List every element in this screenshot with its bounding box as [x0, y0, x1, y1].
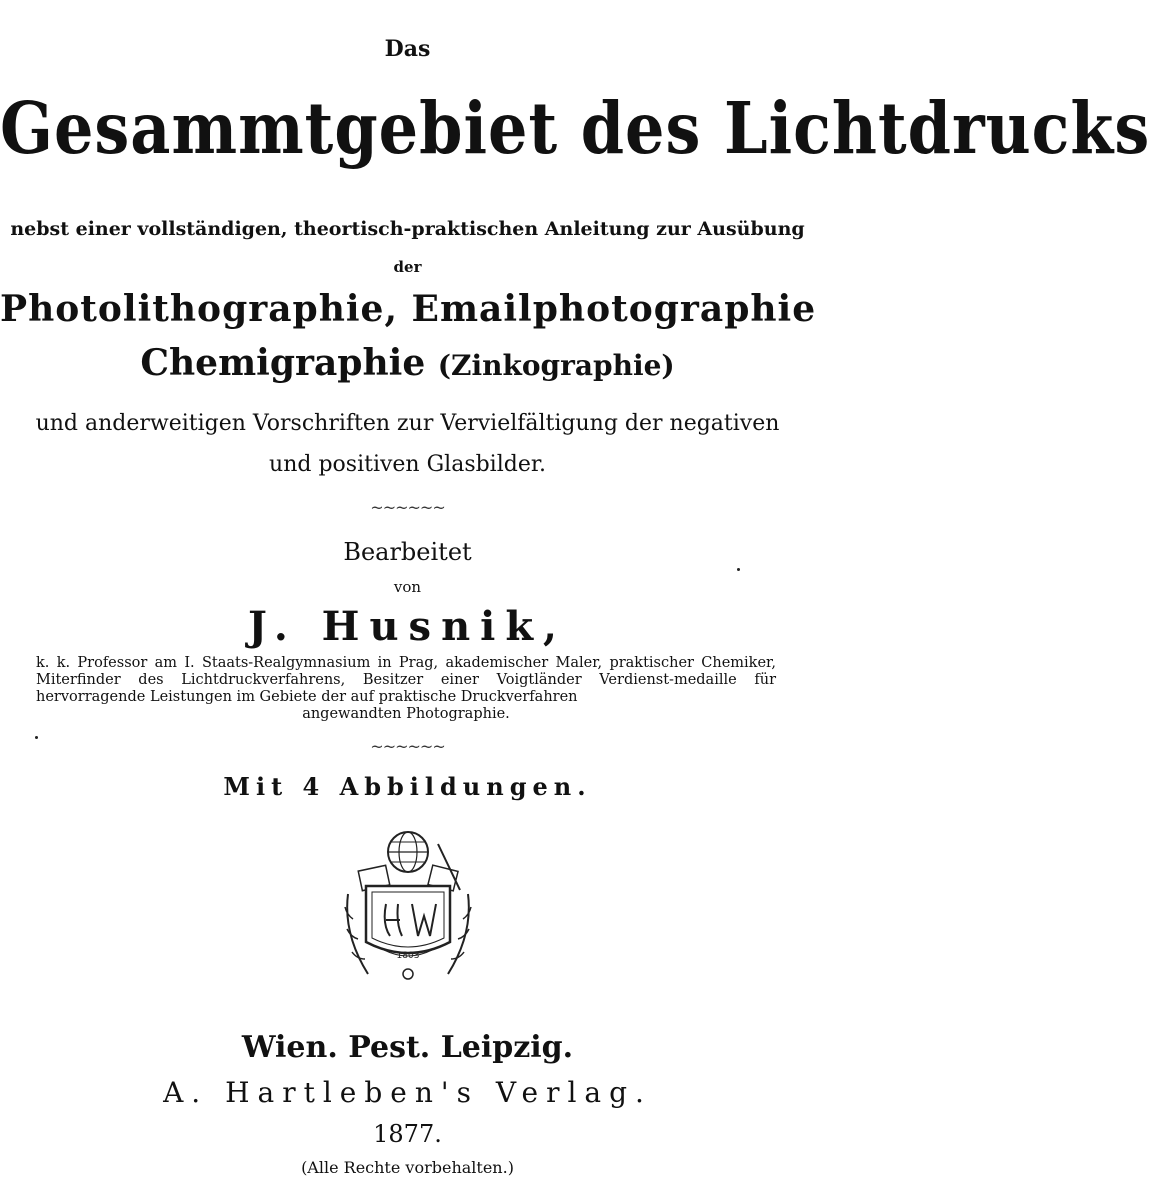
title-line-3-main: Chemigraphie — [140, 342, 426, 384]
by-label: von — [393, 578, 422, 596]
rights-notice: (Alle Rechte vorbehalten.) — [301, 1158, 514, 1177]
main-title: Gesammtgebiet des Lichtdrucks — [0, 86, 1150, 171]
description-line-1: und anderweitigen Vorschriften zur Vervielfältigung der negativen — [35, 411, 780, 436]
ornament-divider-2: ~~~~~~ — [370, 737, 445, 756]
print-speck — [35, 736, 38, 739]
author-name: J. Husnik, — [248, 603, 567, 650]
title-article: Das — [384, 36, 431, 62]
title-line-3-paren: (Zinkographie) — [437, 349, 675, 382]
credentials-end: angewandten Photographie. — [302, 706, 510, 722]
description-line-2: und positiven Glasbilder. — [269, 452, 546, 477]
publisher-emblem-icon — [338, 824, 478, 994]
subtitle-der: der — [393, 258, 422, 276]
credentials-text: k. k. Professor am I. Staats-Realgymnasium in Prag, akademischer Maler, praktischer Chemiker, Miterfinder des Lichtdruckverfahrens, Besitzer einer Voigtländer Verdienst-medaille für hervorragende Leistungen im Gebiete der auf praktische Druckverfahren — [36, 655, 776, 705]
subtitle: nebst einer vollständigen, theortisch-praktischen Anleitung zur Ausübung — [10, 218, 805, 240]
author-credentials — [36, 655, 776, 723]
emblem-year: 1803 — [396, 951, 420, 961]
title-line-2: Photolithographie, Emailphotographie — [0, 288, 817, 330]
illustrations-note: Mit 4 Abbildungen. — [223, 772, 592, 801]
edited-label: Bearbeitet — [343, 538, 472, 566]
publisher-name: A. Hartleben's Verlag. — [163, 1076, 652, 1109]
title-line-3 — [0, 342, 815, 384]
publication-year: 1877. — [373, 1120, 442, 1148]
print-speck — [737, 568, 740, 571]
ornament-divider: ~~~~~~ — [370, 498, 445, 517]
publication-cities: Wien. Pest. Leipzig. — [241, 1030, 574, 1065]
